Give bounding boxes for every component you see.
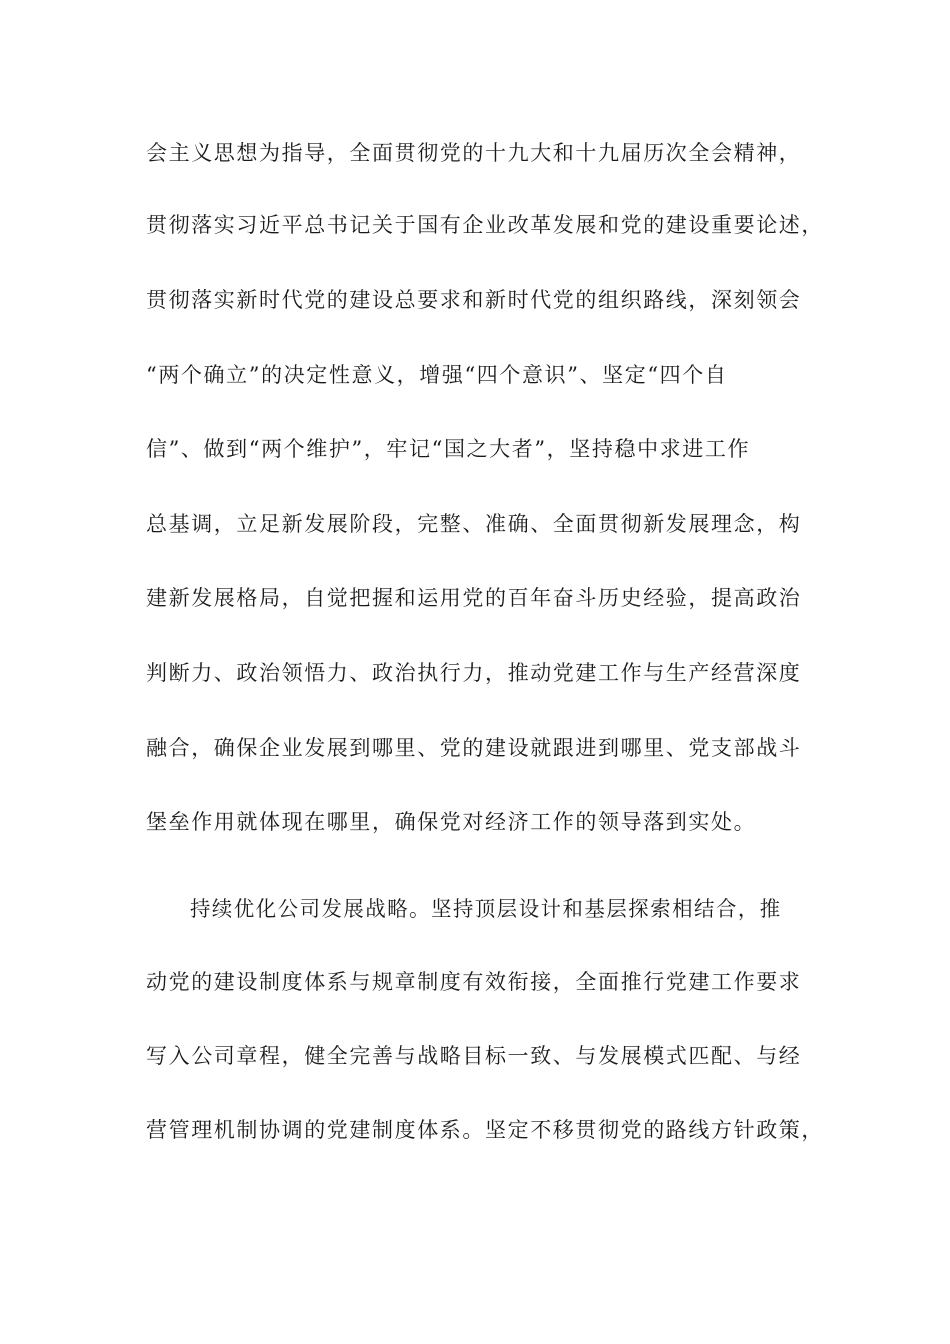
text-line: 建新发展格局，自觉把握和运用党的百年奋斗历史经验，提高政治 xyxy=(146,586,802,610)
text-line: 贯彻落实新时代党的建设总要求和新时代党的组织路线，深刻领会 xyxy=(146,288,802,312)
text-line: 写入公司章程，健全完善与战略目标一致、与发展模式匹配、与经 xyxy=(146,1044,802,1068)
text-line: 堡垒作用就体现在哪里，确保党对经济工作的领导落到实处。 xyxy=(146,810,757,834)
paragraph-start-line: 持续优化公司发展战略。坚持顶层设计和基层探索相结合，推 xyxy=(190,897,782,921)
text-line: 贯彻落实习近平总书记关于国有企业改革发展和党的建设重要论述， xyxy=(146,213,824,237)
text-line: 判断力、政治领悟力、政治执行力，推动党建工作与生产经营深度 xyxy=(146,661,802,685)
text-line: 信”、做到“两个维护”，牢记“国之大者”，坚持稳中求进工作 xyxy=(146,437,751,461)
text-line: 融合，确保企业发展到哪里、党的建设就跟进到哪里、党支部战斗 xyxy=(146,736,802,760)
text-line: 动党的建设制度体系与规章制度有效衔接，全面推行党建工作要求 xyxy=(146,970,802,994)
text-line: 会主义思想为指导，全面贯彻党的十九大和十九届历次全会精神， xyxy=(146,141,802,165)
text-line: 营管理机制协调的党建制度体系。坚定不移贯彻党的路线方针政策， xyxy=(146,1118,824,1142)
text-line: 总基调，立足新发展阶段，完整、准确、全面贯彻新发展理念，构 xyxy=(146,512,802,536)
text-line: “两个确立”的决定性意义，增强“四个意识”、坚定“四个自 xyxy=(146,363,728,387)
